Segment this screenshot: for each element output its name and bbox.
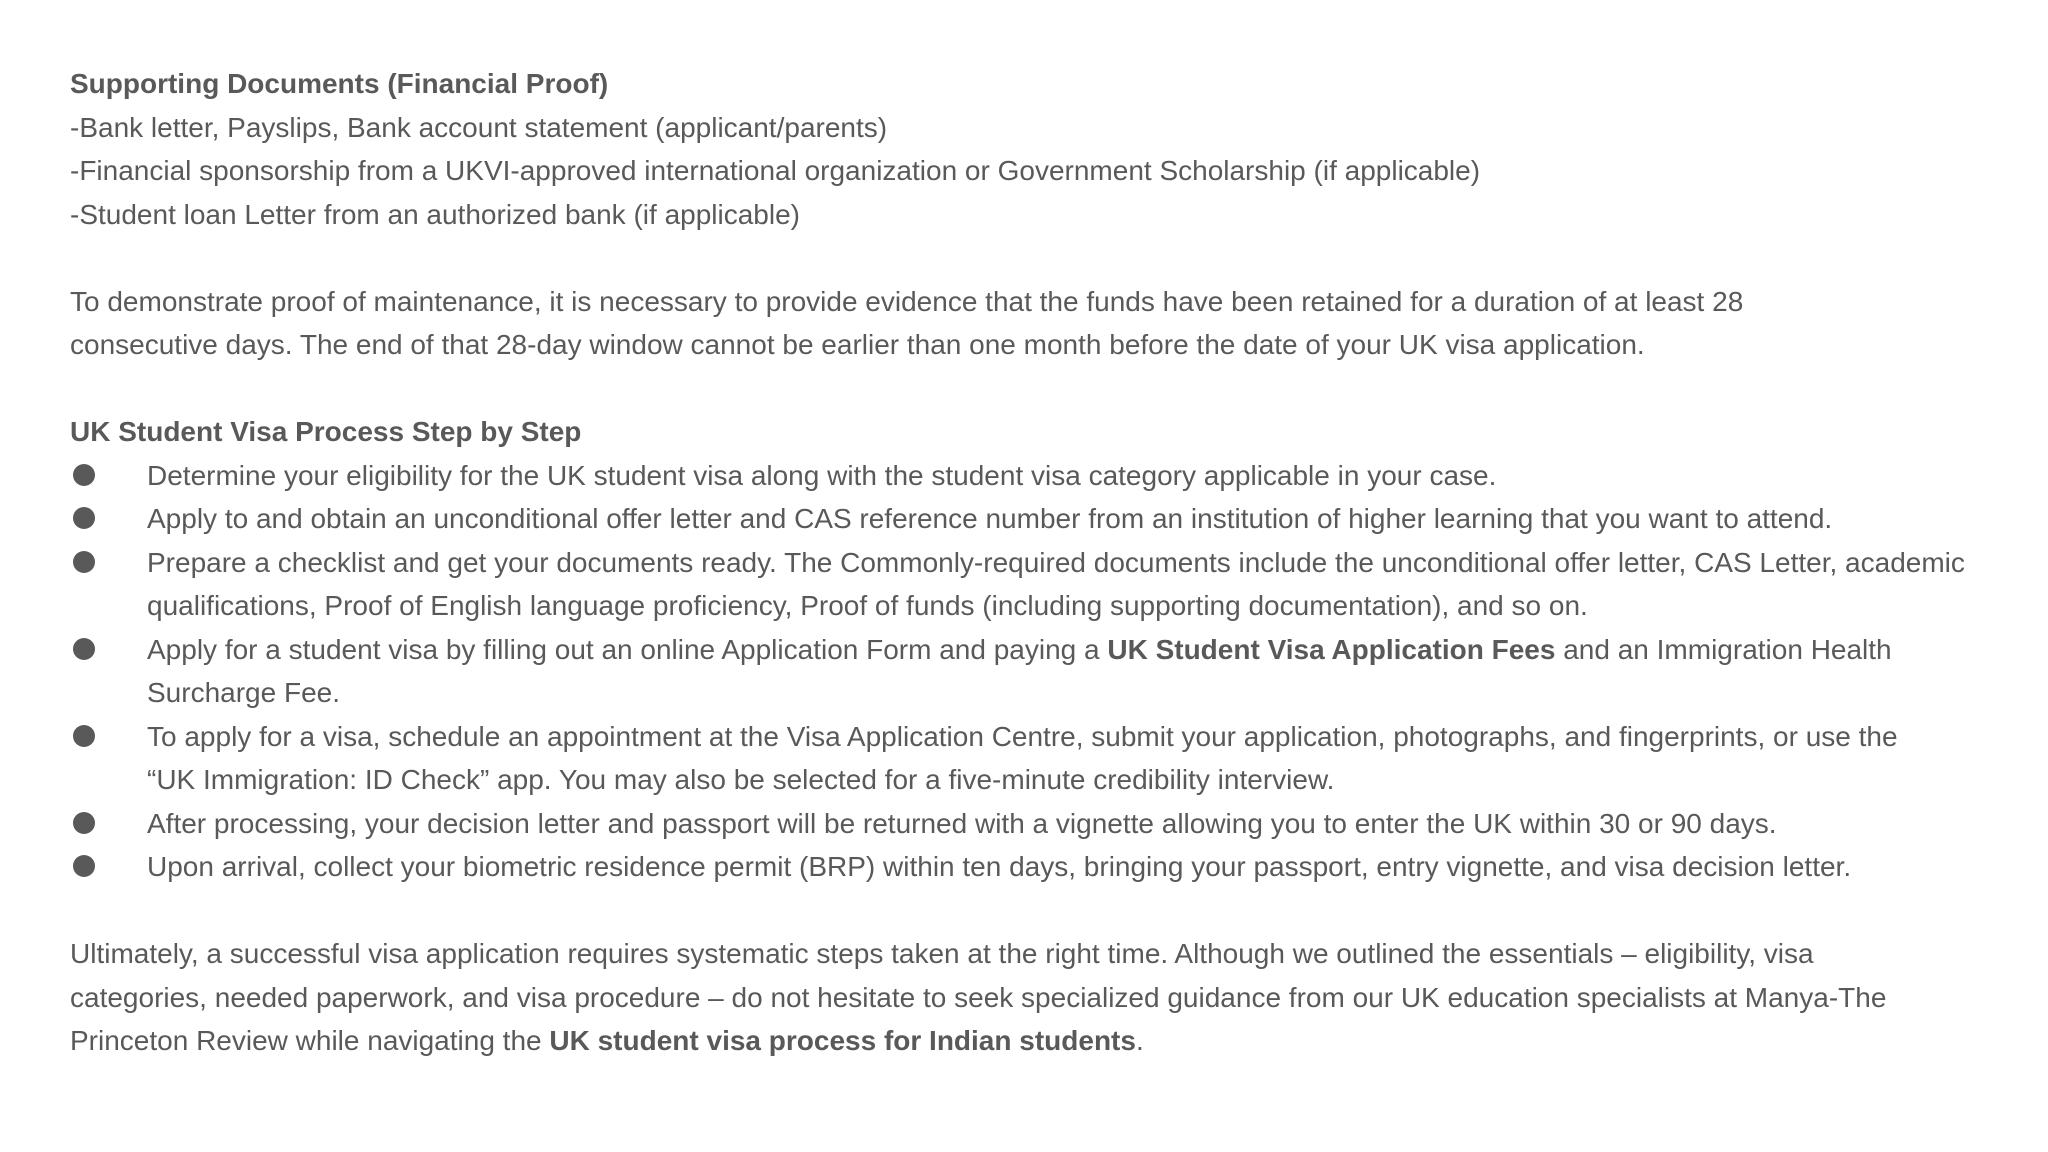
step-text: Apply to and obtain an unconditional offer letter and CAS reference number from an institution of higher learning that you want to attend. (147, 503, 1833, 534)
step-text: Determine your eligibility for the UK student visa along with the student visa category applicable in your case. (147, 459, 1497, 491)
conclusion-paragraph (70, 932, 1900, 1063)
maintenance-paragraph: To demonstrate proof of maintenance, it is necessary to provide evidence that the funds have been retained for a duration of at least 28 consecutive days. The end of that 28-day window cannot be earlier than one month before the date of your UK visa application. (70, 285, 1744, 360)
financial-proof-heading: Supporting Documents (Financial Proof) (70, 68, 609, 99)
visa-process-heading: UK Student Visa Process Step by Step (70, 416, 582, 447)
visa-process-emphasis: UK student visa process for Indian students (549, 1025, 1136, 1056)
spacer (70, 889, 2000, 933)
bullet-icon (73, 855, 95, 877)
document-body (70, 62, 2000, 1063)
step-text: To apply for a visa, schedule an appointment at the Visa Application Centre, submit your application, photographs, and fingerprints, or use the “UK Immigration: ID Check” app. You may also be selected for a five-minute credibility interview. (147, 720, 1898, 795)
step-text: After processing, your decision letter and passport will be returned with a vignette allowing you to enter the UK within 30 or 90 days. (147, 807, 1777, 839)
step-item (70, 541, 1967, 628)
visa-fees-emphasis: UK Student Visa Application Fees (1107, 633, 1556, 665)
step-item (70, 715, 1940, 802)
step-item (70, 845, 1940, 889)
visa-process-steps-list (70, 454, 1965, 889)
step-text: Prepare a checklist and get your documents ready. The Commonly-required documents include the unconditional offer letter, CAS Letter, academic qualifications, Proof of English language proficiency, Proof of funds (including supporting documentation), and so on. (147, 546, 1965, 621)
step-item (70, 454, 1940, 498)
bullet-icon (73, 638, 95, 660)
financial-item-student-loan: -Student loan Letter from an authorized bank (if applicable) (70, 198, 800, 230)
step-item (70, 497, 1940, 541)
financial-item-sponsorship: -Financial sponsorship from a UKVI-approved international organization or Government Scholarship (if applicable) (70, 155, 1481, 186)
bullet-icon (73, 507, 95, 529)
step-text: Upon arrival, collect your biometric residence permit (BRP) within ten days, bringing your passport, entry vignette, and visa decision letter. (147, 851, 1852, 882)
step-item (70, 628, 1940, 715)
financial-item-bank-letter: -Bank letter, Payslips, Bank account statement (applicant/parents) (70, 111, 888, 143)
spacer (70, 367, 2000, 411)
step-item (70, 802, 1940, 846)
conclusion-text-after: . (1135, 1025, 1144, 1056)
bullet-icon (73, 464, 95, 486)
spacer (70, 236, 2000, 280)
conclusion-text-before: Ultimately, a successful visa application requires systematic steps taken at the right time. Although we outlined the essentials – eligibility, visa categories, needed paperwork, and visa procedure – do not hesitate to seek specialized guidance from our UK education specialists at Manya-The Princeton Review while navigating the (70, 938, 1887, 1056)
step-text-before: Apply for a student visa by filling out an online Application Form and paying a (147, 633, 1108, 665)
bullet-icon (73, 812, 95, 834)
bullet-icon (73, 725, 95, 747)
bullet-icon (73, 551, 95, 573)
step-text-after: and an Immigration Health Surcharge Fee. (147, 633, 1892, 708)
